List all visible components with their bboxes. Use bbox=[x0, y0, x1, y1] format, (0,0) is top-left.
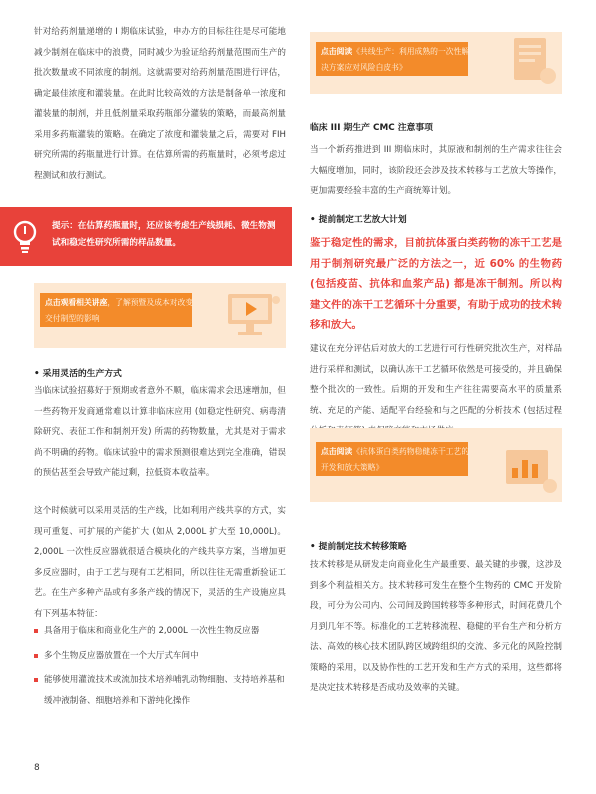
lyophilization-link-label[interactable]: 点击阅读 bbox=[321, 447, 353, 456]
document-illustration-icon bbox=[492, 32, 562, 94]
lyophilization-link-desc: 《抗体蛋白类药物稳健冻干工艺的开发和放大策略》 bbox=[321, 447, 470, 472]
phase3-paragraph: 当一个新药推进到 III 期临床时，其原液和制剂的生产需求往往会大幅度增加，同时，该阶段还会涉及技术转移与工艺放大等操作，更加需要经验丰富的生产商统筹计划。 bbox=[310, 145, 562, 196]
bullet-dot-icon bbox=[34, 678, 38, 682]
flexible-paragraph-1: 当临床试验招募好于预期或者意外不顺，临床需求会迅速增加，但一些药物开发商通常难以计算非临床应用 (如稳定性研究、病毒清除研究、表征工作和制剂开发) 所需的药物数量，尤其是对于需求尚不明确的药物。临床试验中的需求预测很难达到完全准确，错误的预估甚至会导致产能过剩，拉低资本收益率。 bbox=[34, 386, 286, 478]
lecture-link-box[interactable] bbox=[34, 283, 286, 348]
whitepaper-link-text[interactable] bbox=[321, 44, 471, 75]
features-list bbox=[34, 621, 286, 711]
whitepaper-link-label[interactable]: 点击阅读 bbox=[321, 47, 353, 56]
bullet-dot-icon bbox=[34, 654, 38, 658]
lyophilization-highlight: 鉴于稳定性的需求，目前抗体蛋白类药物的冻干工艺是用于制剂研究最广泛的方法之一，近 60% 的生物药 (包括疫苗、抗体和血浆产品) 都是冻干制剂。所以构建文件的冻干工艺循环十分重要，有助于成功的技术转移和放大。 bbox=[310, 237, 562, 331]
flexible-paragraph-2: 这个时候就可以采用灵活的生产线，比如利用产线共享的方式，实现可重复、可扩展的产能扩大 (如从 2,000L 扩大至 10,000L)。2,000L 一次性反应器就很适合模块化的产线共享方案，当增加更多反应器时，由于工艺与现有工艺相同，所以往往无需重新验证工艺。在生产多种产品或有多条产线的情况下，灵活的生产设施应具有下列基本特征： bbox=[34, 506, 286, 619]
monitor-illustration-icon bbox=[216, 286, 286, 348]
lecture-link-text[interactable] bbox=[45, 295, 195, 326]
list-item: 具备用于临床和商业化生产的 2,000L 一次性生物反应器 bbox=[34, 621, 286, 642]
tip-body: 在估算药瓶量时，还应该考虑生产线损耗、微生物测试和稳定性研究所需的样品数量。 bbox=[52, 221, 276, 248]
list-item: 能够使用灌流技术或流加技术培养哺乳动物细胞、支持培养基和缓冲液制备、细胞培养和下游纯化操作 bbox=[34, 670, 286, 711]
section-scale-up-plan: • 提前制定工艺放大计划 bbox=[310, 215, 407, 225]
list-item: 多个生物反应器放置在一个大厅式车间中 bbox=[34, 646, 286, 667]
whitepaper-link-desc: 《共线生产：利用成熟的一次性解决方案应对风险白皮书》 bbox=[321, 47, 470, 72]
lecture-link-desc: ，了解预暨及成本对改变交付制型的影响 bbox=[45, 298, 194, 323]
phase3-heading: 临床 III 期生产 CMC 注意事项 bbox=[310, 123, 433, 133]
lightbulb-icon bbox=[6, 217, 44, 257]
section-tech-transfer: • 提前制定技术转移策略 bbox=[310, 542, 407, 552]
section-flexible-production: • 采用灵活的生产方式 bbox=[34, 369, 122, 379]
page-number: 8 bbox=[34, 763, 40, 773]
intro-paragraph: 针对给药剂量递增的 I 期临床试验，申办方的目标往往是尽可能地减少制剂在临床中的浪费，同时减少为验证给药剂量范围而生产的批次数量或不同浓度的制剂。这就需要对给药剂量范围进行评估，确定最佳浓度和灌装量。在此时比较高效的方法是制备单一浓度和灌装量的制剂，并且低剂量采取药瓶部分灌装的策略，而最高剂量采用多药瓶灌装的策略。在确定了浓度和灌装量之后，需要对 FIH 研究所需的药瓶量进行计算。在估算所需的药瓶量时，必须考虑过程测试和放行测试。 bbox=[34, 27, 286, 181]
tip-label: 提示： bbox=[52, 221, 78, 231]
lecture-link-label[interactable]: 点击观看相关讲座 bbox=[45, 298, 108, 307]
scale-up-paragraph: 建议在充分评估后对放大的工艺进行可行性研究批次生产，对样品进行采样和测试，以确认冻干工艺循环依然是可接受的，并且确保整个批次的一致性。后期的开发和生产往往需要高水平的质量系统、充足的产能、适配平台经验和与之匹配的分析技术 (包括过程 bbox=[310, 344, 562, 416]
lyophilization-link-text[interactable] bbox=[321, 444, 471, 475]
tech-transfer-paragraph: 技术转移是从研发走向商业化生产最重要、最关键的步骤，这涉及到多个利益相关方。技术转移可发生在整个生物药的 CMC 开发阶段，可分为公司内、公司间及跨国转移等多种形式，时间花费几个月到几年不等。标准化的工艺转移流程、稳健的平台生产和分析方法、高效的核心技术团队跨区域跨组织的交流、多元化的风险控制策略的采用，以及协作性的工艺开发和生产方式的采用，这些都将是决定技术转移是否成功及效率的关键。 bbox=[310, 560, 562, 693]
bullet-dot-icon bbox=[34, 629, 38, 633]
chart-illustration-icon bbox=[492, 440, 562, 502]
whitepaper-link-box[interactable] bbox=[310, 32, 562, 94]
tip-box bbox=[0, 207, 292, 266]
lyophilization-link-box[interactable] bbox=[310, 428, 562, 502]
tip-text bbox=[52, 218, 277, 252]
